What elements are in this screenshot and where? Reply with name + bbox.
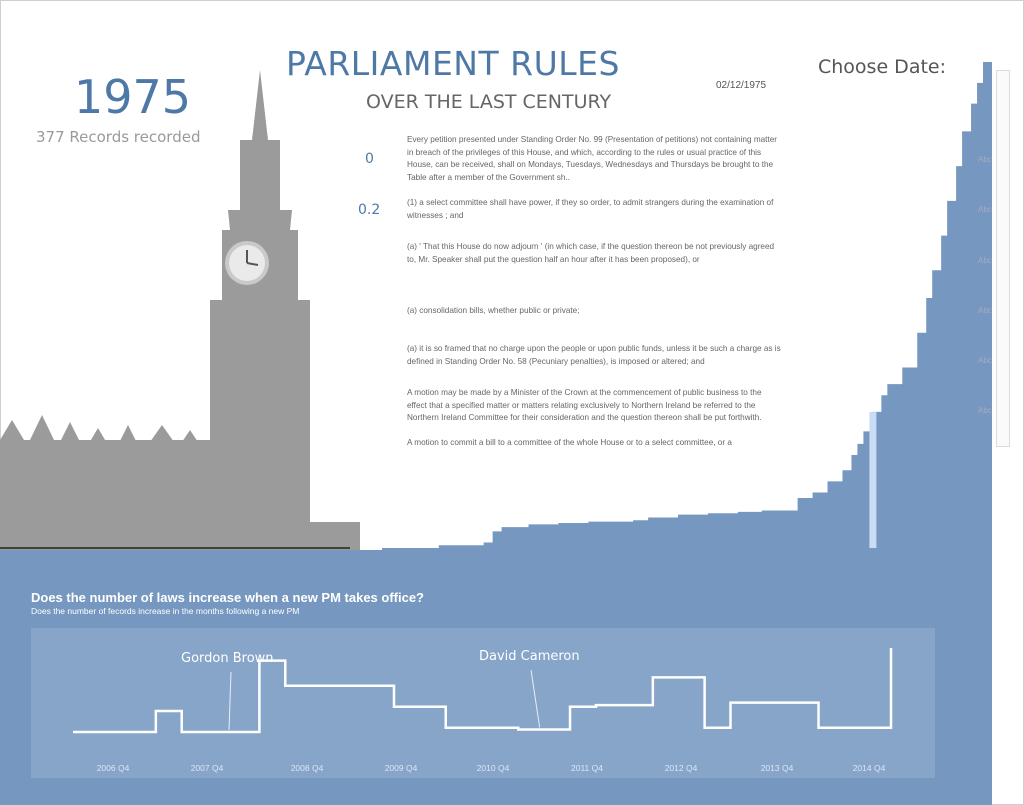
pm-annotation: David Cameron <box>479 649 580 664</box>
abc-label: Abc <box>978 205 992 214</box>
page-subtitle: OVER THE LAST CENTURY <box>366 91 612 113</box>
pm-step-chart[interactable] <box>31 628 935 778</box>
annotation-leader-line <box>229 672 231 730</box>
rule-text-6: A motion to commit a bill to a committee of the whole House or to a select committee, or a <box>407 438 732 447</box>
pm-question-subtitle: Does the number of fecords increase in the months following a new PM <box>31 606 300 616</box>
rule-text-4: (a) it is so framed that no charge upon the people or upon public funds, unless it be such a charge as is defined in Standing Order No. 58 (Pecuniary penalties), is imposed or altered; and <box>407 344 781 366</box>
quarter-tick-label: 2009 Q4 <box>384 763 418 773</box>
abc-label: Abc <box>978 306 992 315</box>
selected-date: 02/12/1975 <box>716 80 767 91</box>
abc-label: Abc <box>978 406 992 415</box>
records-count: 377 Records recorded <box>36 128 201 146</box>
rule-text-2: (a) ' That this House do now adjourn ' (in which case, if the question thereon be not previously agreed to, Mr. Speaker shall put the question half an hour after it has been proposed), or <box>407 242 775 264</box>
quarter-tick-label: 2013 Q4 <box>760 763 794 773</box>
annotation-leader-line <box>531 670 540 727</box>
choose-date-label: Choose Date: <box>818 56 946 78</box>
quarter-tick-label: 2010 Q4 <box>476 763 510 773</box>
pm-annotation: Gordon Brown <box>181 651 274 666</box>
quarter-tick-label: 2014 Q4 <box>852 763 886 773</box>
rule-text-0: Every petition presented under Standing Order No. 99 (Presentation of petitions) not containing matter in breach of the privileges of this House, and which, according to the rules or usual practice of this House, can be received, shall on Mondays, Tuesdays, Wednesdays and Thursdays be brought to the Table after a member of the Government sh.. <box>407 135 778 182</box>
rule-value-1: 0.2 <box>358 202 381 218</box>
abc-label: Abc <box>978 256 992 265</box>
selected-year-bar[interactable] <box>869 412 876 548</box>
pm-question-title: Does the number of laws increase when a new PM takes office? <box>31 590 425 605</box>
abc-label: Abc <box>978 356 992 365</box>
page-title: PARLIAMENT RULES <box>286 44 620 83</box>
rule-text-3: (a) consolidation bills, whether public or private; <box>407 306 580 315</box>
quarter-tick-label: 2008 Q4 <box>290 763 324 773</box>
rule-text-1: (1) a select committee shall have power, if they so order, to admit strangers during the examination of witnesses ; and <box>407 198 774 220</box>
quarter-tick-label: 2007 Q4 <box>190 763 224 773</box>
rules-scrollbar[interactable] <box>996 70 1010 447</box>
abc-label: Abc <box>978 155 992 164</box>
rule-text-5: A motion may be made by a Minister of the Crown at the commencement of public business to the effect that a specified matter or matters relating exclusively to Northern Ireland be referred to the Northern Ireland Committee for their consideration and the question thereon shall be put forthwith. <box>407 388 762 422</box>
selected-year: 1975 <box>74 70 192 124</box>
quarter-tick-label: 2012 Q4 <box>664 763 698 773</box>
quarter-tick-label: 2006 Q4 <box>96 763 130 773</box>
records-area <box>382 62 992 548</box>
quarter-tick-label: 2011 Q4 <box>571 763 603 773</box>
rule-value-0: 0 <box>365 151 374 167</box>
